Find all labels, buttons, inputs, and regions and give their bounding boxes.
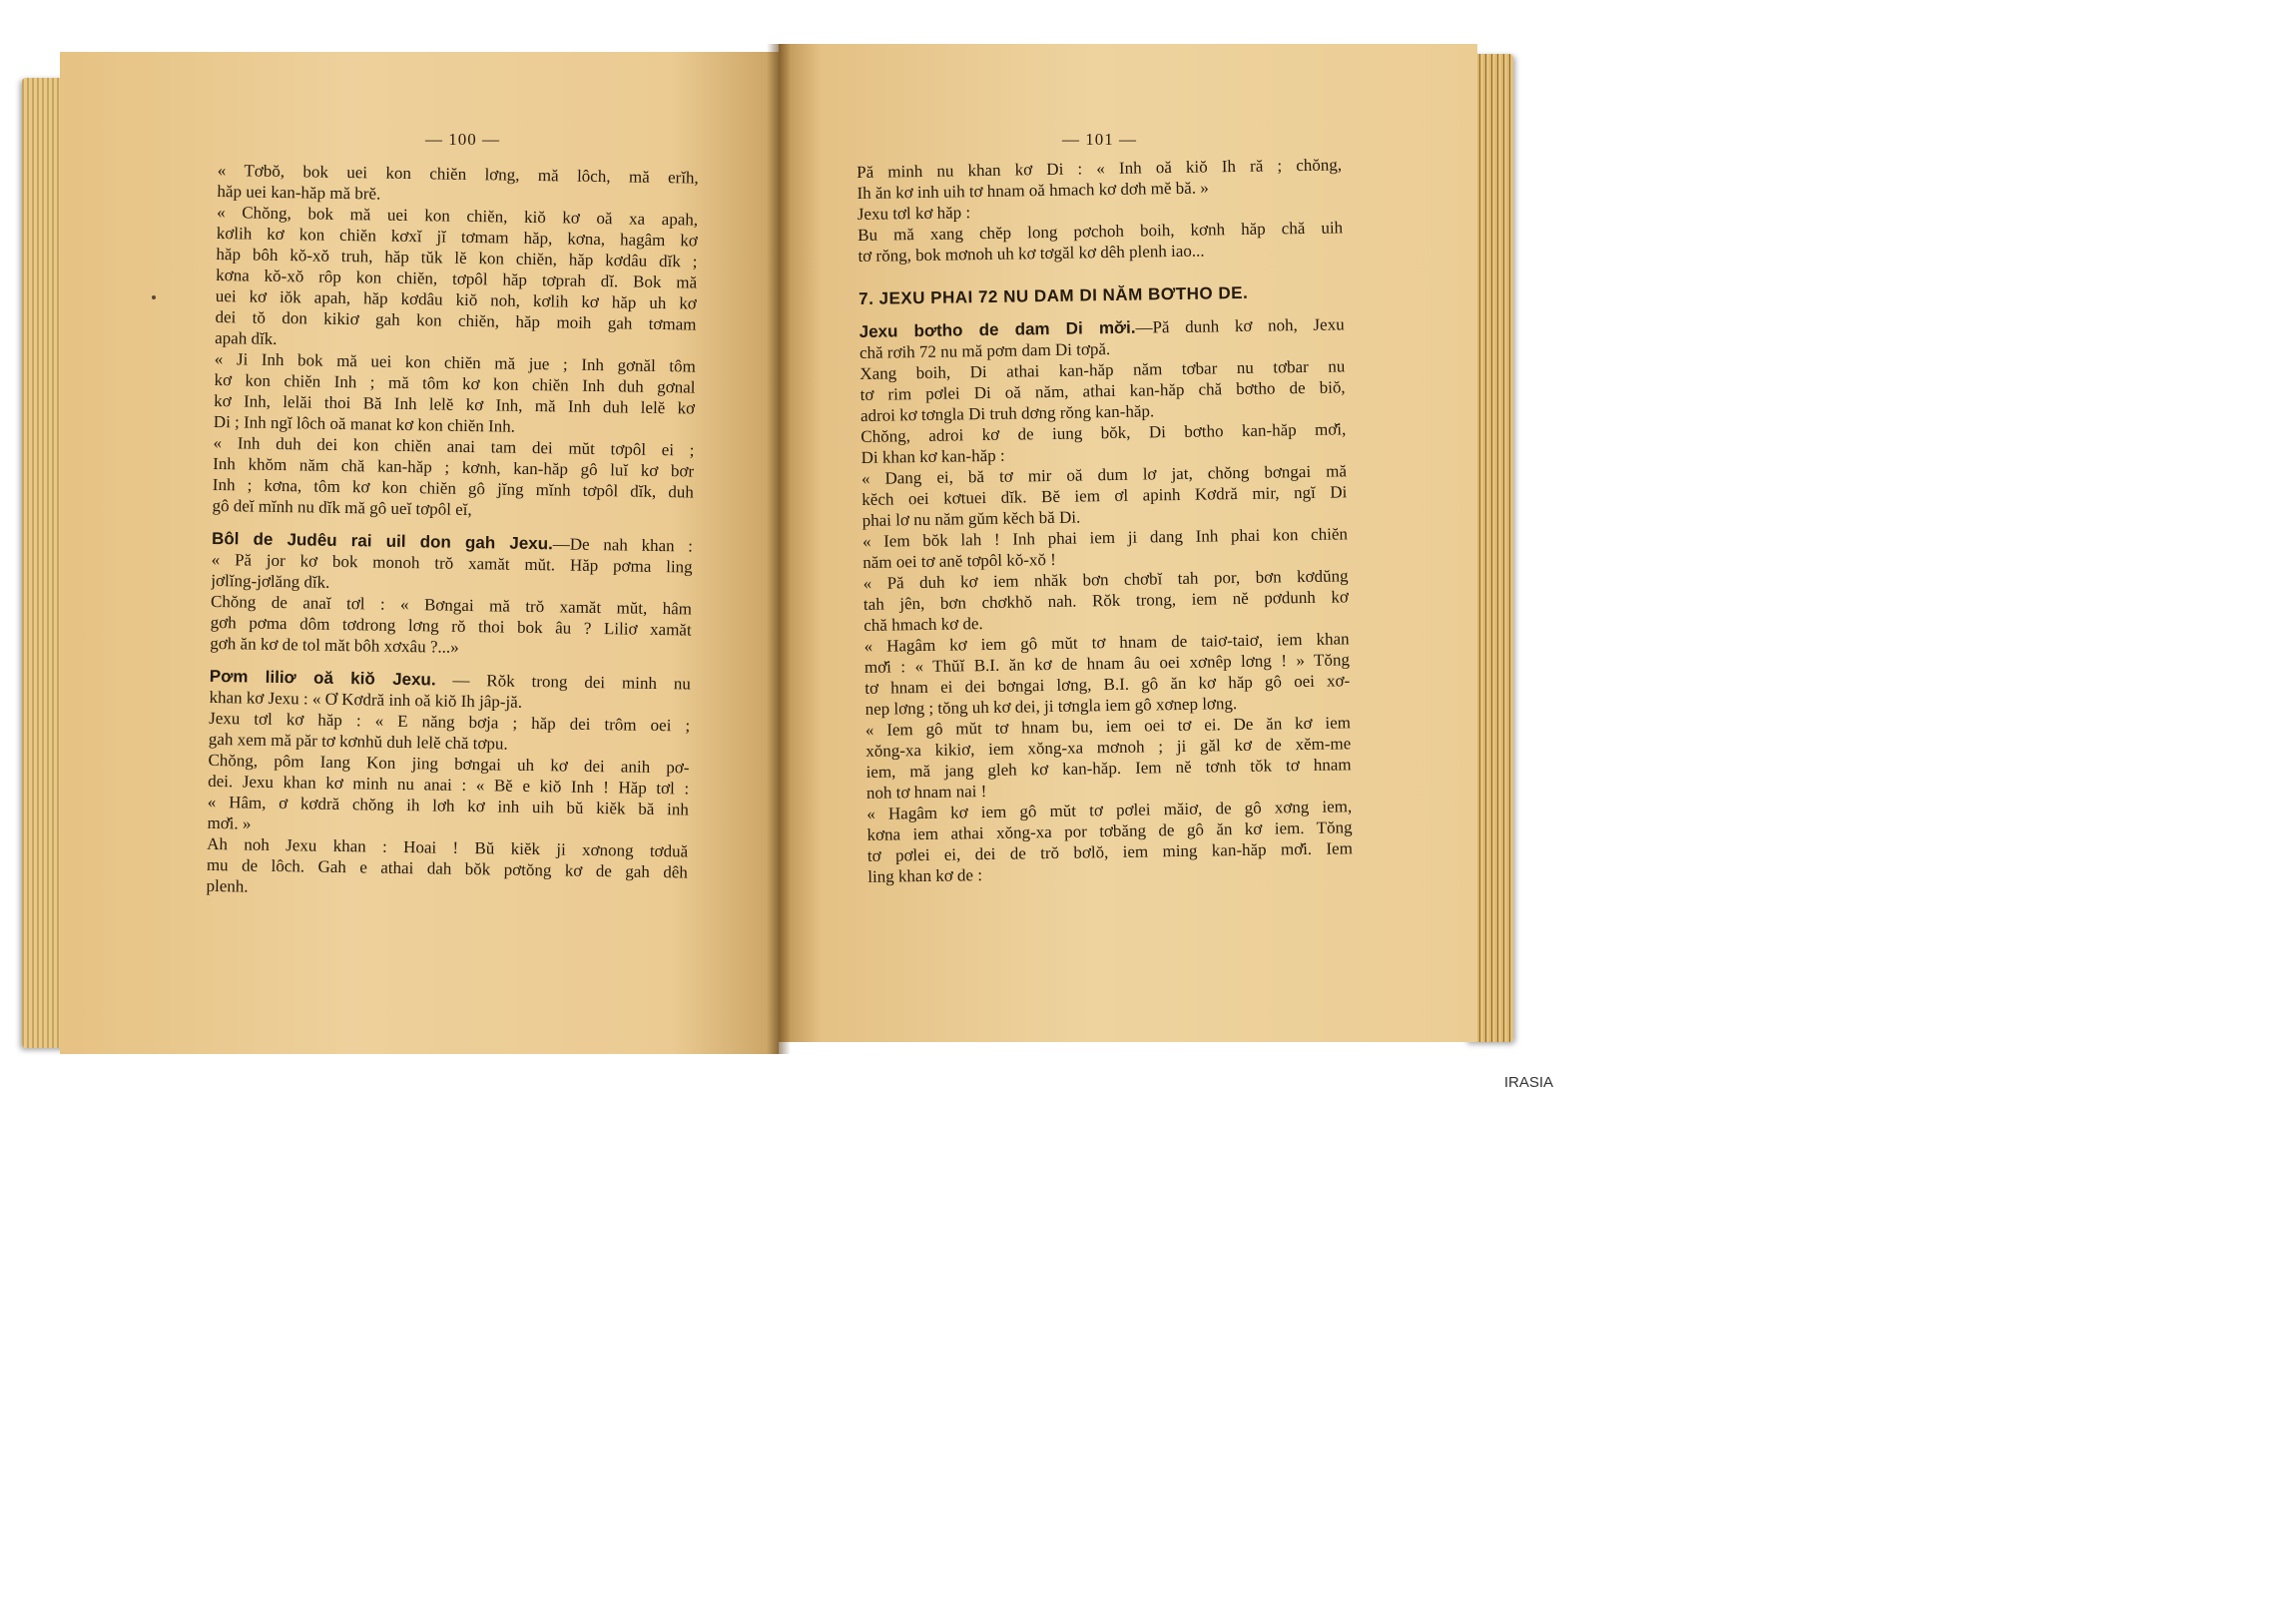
text-line: gô deĭ mĭnh nu dĭk mă gô ueĭ tơpôl eĭ, — [212, 495, 472, 520]
text-line: kơna kŏ-xŏ rôp kon chiĕn, tơpôl hăp tơprah dĭ. Bok mă — [216, 265, 698, 292]
right-page-number: — 101 — — [1062, 130, 1137, 149]
text-line: tơ pơlei ei, dei de trŏ bơlŏ, iem ming kan-hăp mơ̆i. Iem — [866, 838, 1354, 865]
right-page-text — [857, 154, 1353, 887]
line-text: —De nah khan : — [552, 534, 694, 556]
text-line: apah dĭk. — [215, 327, 278, 348]
text-line: kơlih kơ kon chiĕn kơxĭ jĭ tơmam hăp, kơna, hagâm kơ — [216, 223, 698, 251]
section-heading: 7. JEXU PHAI 72 NU DAM DI NĂM BƠTHO DE. — [859, 282, 1249, 308]
line-text: — Rŏk trong dei minh nu — [435, 670, 691, 694]
text-line: « Inh duh dei kon chiĕn anai tam dei mŭt tơpôl ei ; — [213, 432, 695, 460]
line-text: —Pă dunh kơ noh, Jexu — [1135, 314, 1345, 337]
text-line: Di khan kơ kan-hăp : — [861, 445, 1005, 467]
text-line: Chŏng de anaĭ tơl : « Bơngai mă trŏ xamăt mŭt, hâm — [210, 591, 693, 619]
left-page-text — [206, 160, 699, 903]
text-line: Inh ; kơna, tôm kơ kon chiĕn gô jĭng mĭnh tơpôl dĭk, duh — [212, 474, 694, 502]
text-line: Bu mă xang chĕp long pơchoh boih, kơnh hăp chă uih — [858, 218, 1344, 245]
text-line: mu de lôch. Gah e athai dah bŏk pơtŏng kơ de gah dêh — [206, 854, 688, 882]
text-line: chă hmach kơ de. — [863, 614, 983, 635]
text-line: Chŏng, adroi kơ de iung bŏk, Di bơtho kan-hăp mơ̆i, — [861, 419, 1347, 446]
text-line: tah jên, bơn chơkhŏ nah. Rŏk trong, iem nĕ pơdunh kơ — [862, 587, 1350, 614]
text-line: noh tơ hnam nai ! — [865, 782, 987, 803]
text-line: Ih ăn kơ inh uih tơ hnam oă hmach kơ dơh mĕ bă. » — [857, 178, 1209, 203]
text-line: ling khan kơ de : — [867, 865, 983, 886]
text-line: hăp bôh kŏ-xŏ truh, hăp tŭk lĕ kon chiĕn, hăp kơdâu dĭk ; — [216, 244, 698, 271]
text-line: kĕch oei kơtuei dĭk. Bĕ iem ơl apinh Kơdră mir, ngĭ Di — [861, 482, 1348, 509]
page-speck — [152, 295, 156, 299]
text-line: tơ rim pơlei Di oă năm, athai kan-hăp chă bơtho de biŏ, — [860, 377, 1346, 404]
text-line: « Hagâm kơ iem gô mŭt tơ hnam de taiơ-taiơ, iem khan — [863, 629, 1350, 656]
text-line: « Hâm, ơ kơdră chŏng ih lơh kơ inh uih bŭ kiĕk bă inh — [207, 792, 689, 819]
text-line: tơ rŏng, bok mơnoh uh kơ tơgăl kơ dêh plenh iao... — [858, 241, 1205, 266]
text-line: Chŏng, pôm Iang Kon jing bơngai uh kơ dei anih pơ- — [208, 750, 690, 778]
watermark: IRASIA — [1503, 1074, 1553, 1091]
text-line: Ah noh Jexu khan : Hoai ! Bŭ kiĕk ji xơnong tơduă — [207, 833, 689, 861]
text-line: chă rơih 72 nu mă pơm dam Di tơpă. — [859, 339, 1111, 362]
text-line: mơ̆i : « Thŭĭ B.I. ăn kơ de hnam âu oei xơnêp lơng ! » Tŏng — [863, 650, 1351, 677]
text-line: adroi kơ tơngla Di truh dơng rŏng kan-hăp. — [860, 401, 1155, 425]
text-line: jơlĭng-jơlăng dĭk. — [211, 570, 330, 592]
text-line: uei kơ iŏk apah, hăp kơdâu kiŏ noh, kơlih kơ hăp uh kơ — [215, 285, 697, 313]
text-line: Pă minh nu khan kơ Di : « Inh oă kiŏ Ih ră ; chŏng, — [857, 155, 1343, 182]
text-line: Xang boih, Di athai kan-hăp năm tơbar nu tơbar nu — [860, 356, 1346, 383]
text-line: dei tŏ don kikiơ gah kon chiĕn, hăp moih gah tơmam — [215, 306, 697, 334]
text-line: plenh. — [206, 875, 249, 896]
text-line: kơ kon chiĕn Inh ; mă tôm kơ kon chiĕn Inh duh gơnal — [214, 369, 696, 397]
text-line: « Dang ei, bă tơ mir oă dum lơ jat, chŏng bơngai mă — [861, 461, 1348, 488]
text-line: mơ̆i. » — [207, 812, 252, 833]
text-line: phai lơ nu năm gŭm kĕch bă Di. — [861, 507, 1081, 530]
text-line: tơ hnam ei dei bơngai lơng, B.I. gô ăn kơ hăp gô oei xơ- — [864, 671, 1351, 698]
text-line: nep lơng ; tŏng uh kơ dei, ji tơngla iem gô xơnep lơng. — [864, 694, 1238, 719]
text-line: dei. Jexu khan kơ minh nu anai : « Bĕ e kiŏ Inh ! Hăp tơl : — [208, 771, 690, 799]
text-line: xŏng-xa kikiơ, iem xŏng-xa mơnoh ; ji găl kơ de xĕm-me — [865, 734, 1352, 761]
text-line: hăp uei kan-hăp mă brĕ. — [217, 181, 381, 204]
text-line: Di ; Inh ngĭ lôch oă manat kơ kon chiĕn Inh. — [213, 411, 516, 436]
text-line: kơna iem athai xŏng-xa por tơbăng de gô ăn kơ iem. Tŏng — [866, 817, 1353, 844]
book-gutter — [767, 44, 791, 1054]
text-line: iem, mă jang gleh kơ kan-hăp. Iem nĕ tơnh tŏk tơ hnam — [865, 755, 1352, 782]
text-line: năm oei tơ anĕ tơpôl kŏ-xŏ ! — [862, 549, 1057, 572]
paragraph-title: Jexu bơtho de dam Di mơ̆i. — [859, 317, 1136, 341]
text-line: kơ Inh, lelăi thoi Bă Inh lelĕ kơ Inh, mă Inh duh lelĕ kơ — [214, 390, 696, 418]
paragraph-title: Bôl de Judêu rai uil don gah Jexu. — [211, 528, 553, 554]
text-line: gơh pơma dôm tơdrong lơng rŏ thoi bok âu ? Liliơ xamăt — [210, 612, 692, 640]
text-line: « Hagâm kơ iem gô mŭt tơ pơlei măiơ, de gô xơng iem, — [866, 797, 1353, 823]
text-line: « Pă duh kơ iem nhăk bơn chơbĭ tah por, bơn kơdŭng — [862, 566, 1349, 593]
text-line: « Chŏng, bok mă uei kon chiĕn, kiŏ kơ oă xa apah, — [217, 202, 699, 230]
text-line: « Iem bŏk lah ! Inh phai iem ji dang Inh phai kon chiĕn — [861, 524, 1349, 551]
text-line: Jexu tơl kơ hăp : « E năng bơja ; hăp dei trôm oei ; — [209, 708, 691, 736]
text-line: gah xem mă păr tơ kơnhŭ duh lelĕ chă tơpu. — [208, 729, 508, 754]
text-line: « Tơbŏ, bok uei kon chiĕn lơng, mă lôch, mă erĭh, — [217, 160, 699, 188]
text-line: « Pă jor kơ bok monoh trŏ xamăt mŭt. Hăp pơma ling — [211, 549, 693, 577]
text-line: « Ji Inh bok mă uei kon chiĕn mă jue ; Inh gơnăl tôm — [214, 348, 696, 376]
paragraph-title: Pơm liliơ oă kiŏ Jexu. — [209, 666, 436, 690]
text-line: Inh khŏm năm chă kan-hăp ; kơnh, kan-hăp gô luĭ kơ bơr — [213, 453, 695, 481]
text-line: Jexu tơl kơ hăp : — [857, 203, 971, 224]
text-line: « Iem gô mŭt tơ hnam bu, iem oei tơ ei. De ăn kơ iem — [864, 713, 1352, 740]
left-page-number: — 100 — — [425, 130, 500, 149]
text-line: gơh ăn kơ de tol măt bôh xơxâu ?...» — [210, 633, 459, 657]
text-line: khan kơ Jexu : « Ơ Kơdră inh oă kiŏ Ih jâp-jă. — [209, 687, 523, 712]
